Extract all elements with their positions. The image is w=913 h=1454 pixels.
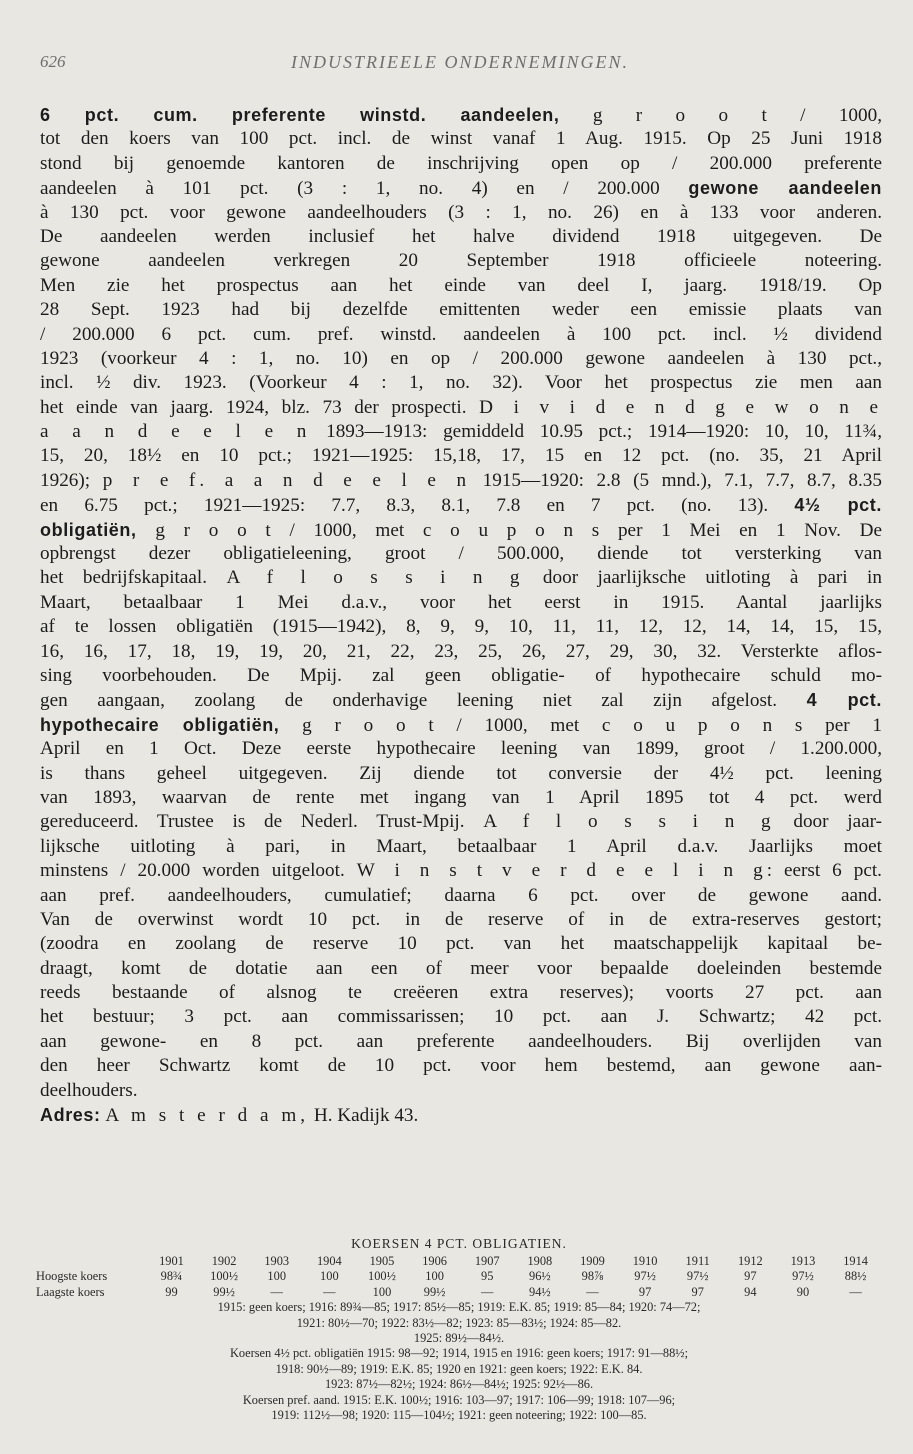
text-segment: gen aangaan, zoolang de onderhavige leening niet zal zijn afgelost. [40, 690, 807, 712]
text-line [40, 591, 882, 615]
text-segment: het einde van jaarg. 1924, blz. 73 der prospecti. [40, 396, 480, 418]
text-segment: H. Kadijk 43. [309, 1105, 419, 1127]
text-line [40, 298, 882, 322]
text-segment: 1893—1913: gemiddeld 10.95 pct.; 1914—1920: 10, 10, 11¾, [310, 421, 882, 443]
text-line [40, 274, 882, 298]
text-line [40, 1005, 882, 1029]
text-segment: De aandeelen werden inclusief het halve dividend 1918 uitgegeven. De [40, 225, 882, 247]
table-cell: — [323, 1284, 336, 1299]
text-line [40, 249, 882, 273]
text-segment: en 6.75 pct.; 1921—1925: 7.7, 8.3, 8.1, 7.8 en 7 pct. (no. 13). [40, 495, 795, 517]
text-line [40, 1054, 882, 1078]
text-segment: gereduceerd. Trustee is de Nederl. Trust-Mpij. [40, 811, 484, 833]
table-cell: 96½ [529, 1269, 551, 1284]
year-header: 1908 [527, 1254, 553, 1268]
text-line [40, 176, 882, 200]
text-segment: April en 1 Oct. Deze eerste hypothecaire leening van 1899, groot / 1.200.000, [40, 738, 882, 760]
year-header: 1912 [737, 1254, 763, 1268]
spaced-text: p r e f. a a n d e e l e n [102, 469, 471, 491]
koersen-obligatien-line: 1918: 90½—89; 1919: E.K. 85; 1920 en 1921: geen koers; 1922: E.K. 84. [275, 1361, 643, 1376]
text-segment: 15, 20, 18½ en 10 pct.; 1921—1925: 15,18, 17, 15 en 12 pct. (no. 35, 21 April [40, 445, 882, 467]
text-segment: Maart, betaalbaar 1 Mei d.a.v., voor het eerst in 1915. Aantal jaarlijks [40, 591, 882, 613]
table-cell: 97 [744, 1269, 757, 1284]
table-cell: 100 [267, 1269, 287, 1284]
text-line [40, 664, 882, 688]
years-row [36, 1254, 882, 1269]
bold-heading: hypothecaire obligatiën, [40, 714, 280, 735]
table-row [36, 1269, 882, 1284]
text-segment: tot den koers van 100 pct. incl. de winst vanaf 1 Aug. 1915. Op 25 Juni 1918 [40, 128, 882, 150]
table-cell: 100 [320, 1269, 339, 1284]
text-segment: stond bij genoemde kantoren de inschrijving open op / 200.000 preferente [40, 152, 882, 174]
text-segment: deelhouders. [40, 1079, 138, 1101]
text-segment: het bedrijfskapitaal. [40, 567, 227, 589]
text-line [40, 152, 882, 176]
table-corner [36, 1254, 145, 1269]
text-line [40, 103, 882, 127]
table-cell: 94½ [529, 1284, 551, 1299]
year-header: 1905 [369, 1254, 395, 1268]
year-header: 1903 [264, 1254, 290, 1268]
text-line [40, 518, 882, 542]
koersen-pref-line: 1919: 112½—98; 1920: 115—104½; 1921: geen noteering; 1922: 100—85. [271, 1407, 647, 1422]
text-segment: 16, 16, 17, 18, 19, 19, 20, 21, 22, 23, 25, 26, 27, 29, 30, 32. Versterkte aflos- [40, 640, 882, 662]
text-segment: Men zie het prospectus aan het einde van deel I, jaarg. 1918/19. Op [40, 274, 882, 296]
text-line [40, 786, 882, 810]
text-segment: lijksche uitloting à pari, in Maart, betaalbaar 1 April d.a.v. Jaarlijks moet [40, 835, 882, 857]
text-segment: opbrengst dezer obligatieleening, groot / 500.000, diende tot versterking van [40, 543, 882, 565]
text-segment: aan pref. aandeelhouders, cumulatief; daarna 6 pct. over de gewone aand. [40, 884, 882, 906]
text-line [40, 737, 882, 761]
text-line [40, 1079, 882, 1103]
row-label: Laagste koers [36, 1284, 105, 1299]
text-segment: reeds bestaande of alsnog te creëeren extra reserves); voorts 27 pct. aan [40, 982, 882, 1004]
year-header: 1914 [843, 1254, 868, 1268]
text-line [40, 371, 882, 395]
text-segment: af te lossen obligatiën (1915—1942), 8, 9, 9, 10, 11, 11, 12, 12, 14, 14, 15, 15, [40, 616, 882, 638]
bold-heading: 4 pct. [806, 690, 882, 711]
text-line [40, 713, 882, 737]
table-cell: 99½ [213, 1284, 235, 1299]
koersen-table [36, 1236, 882, 1423]
bold-heading: 4½ pct. [794, 495, 882, 516]
text-line [40, 347, 882, 371]
spaced-text: a a n d e e l e n [40, 421, 311, 443]
table-cell: 98¾ [160, 1269, 183, 1284]
text-segment: minstens / 20.000 worden uitgeloot. [40, 860, 357, 882]
year-header: 1911 [685, 1254, 710, 1268]
text-segment: sing voorbehouden. De Mpij. zal geen obligatie- of hypothecaire schuld mo- [40, 664, 882, 686]
spaced-text: A f l o s s i n g [483, 811, 775, 833]
spaced-text: A m s t e r d a m, [105, 1105, 310, 1127]
text-segment: den heer Schwartz komt de 10 pct. voor hem bestemd, aan gewone aan- [40, 1055, 882, 1077]
text-line [40, 201, 882, 225]
koersen-obligatien-line: Koersen 4½ pct. obligatiën 1915: 98—92; 1914, 1915 en 1916: geen koers; 1917: 91—88½; [229, 1346, 689, 1361]
text-segment: g r o o t / 1000, [559, 105, 882, 126]
text-line [40, 469, 882, 493]
koersen-pref-line: Koersen pref. aand. 1915: E.K. 100½; 1916: 103—97; 1917: 106—99; 1918: 107—96; [242, 1392, 676, 1407]
table-cell: 90 [796, 1284, 810, 1299]
year-header: 1904 [316, 1254, 342, 1268]
row-label: Hoogste koers [36, 1269, 108, 1284]
text-segment: draagt, komt de dotatie aan een of meer voor bepaalde doeleinden bestemde [40, 957, 882, 979]
text-segment: aan gewone- en 8 pct. aan preferente aandeelhouders. Bij overlijden van [40, 1030, 882, 1052]
bold-heading: 6 pct. cum. preferente winstd. aandeelen, [40, 105, 560, 125]
koersen-note: 1915: geen koers; 1916: 89¾—85; 1917: 85½—85; 1919: E.K. 85; 1919: 85—84; 1920: 74—72; [217, 1300, 701, 1315]
year-header: 1907 [474, 1254, 500, 1268]
bold-heading: obligatiën, [40, 519, 137, 540]
table-cell: 97 [691, 1284, 704, 1299]
year-header: 1906 [422, 1254, 447, 1268]
text-line [40, 420, 882, 444]
text-segment: / 200.000 6 pct. cum. pref. winstd. aandeelen à 100 pct. incl. ½ dividend [40, 323, 882, 345]
text-segment: (zoodra en zoolang de reserve 10 pct. van het maatschappelijk kapitaal be- [40, 933, 882, 955]
text-segment: 1923 (voorkeur 4 : 1, no. 10) en op / 200.000 gewone aandeelen à 130 pct., [40, 347, 882, 369]
spaced-text: A f l o s s i n g [226, 567, 524, 589]
table-cell: 97 [638, 1284, 652, 1299]
text-line [40, 225, 882, 249]
text-segment: à 130 pct. voor gewone aandeelhouders (3 : 1, no. 26) en à 133 voor anderen. [40, 201, 882, 223]
body-text [40, 103, 882, 1127]
text-line [40, 640, 882, 664]
text-line [40, 1103, 882, 1127]
koersen-note: 1921: 80½—70; 1922: 83½—82; 1923: 85—83½; 1924: 85—82. [296, 1315, 622, 1330]
text-segment: aandeelen à 101 pct. (3 : 1, no. 4) en / 200.000 [40, 178, 689, 200]
text-line [40, 932, 882, 956]
text-segment: van 1893, waarvan de rente met ingang van 1 April 1895 tot 4 pct. werd [40, 786, 882, 808]
text-line [40, 444, 882, 468]
table-cell: 100½ [210, 1269, 239, 1284]
text-segment: g r o o t / 1000, met c o u p o n s per 1 [279, 714, 882, 736]
text-line [40, 762, 882, 786]
table-row [36, 1285, 882, 1300]
text-segment: 28 Sept. 1923 had bij dezelfde emittenten weder een emissie plaats van [40, 299, 882, 321]
table-cell: 100 [425, 1269, 444, 1284]
text-segment: 1915—1920: 2.8 (5 mnd.), 7.1, 7.7, 8.7, 8.35 [470, 469, 882, 491]
page-number: 626 [40, 52, 66, 71]
bold-heading: gewone aandeelen [688, 178, 882, 199]
text-line [40, 859, 882, 883]
text-line [40, 957, 882, 981]
table-cell: — [849, 1284, 862, 1299]
text-line [40, 396, 882, 420]
table-cell: 95 [481, 1269, 494, 1284]
text-line [40, 908, 882, 932]
table-cell: 94 [744, 1284, 757, 1299]
text-segment: 1926); [40, 469, 103, 491]
text-line [40, 835, 882, 859]
text-line [40, 542, 882, 566]
text-segment: het bestuur; 3 pct. aan commissarissen; 10 pct. aan J. Schwartz; 42 pct. [40, 1006, 882, 1028]
koersen-note: 1925: 89½—84½. [413, 1330, 505, 1345]
table-cell: 97½ [792, 1269, 814, 1284]
text-segment: gewone aandeelen verkregen 20 September 1918 officieele noteering. [40, 250, 882, 272]
text-segment: : eerst 6 pct. [766, 860, 882, 882]
table-cell: 97½ [686, 1269, 709, 1284]
table-cell: 98⅞ [581, 1269, 604, 1284]
table-cell: 99½ [423, 1284, 446, 1299]
running-head: INDUSTRIEELE ONDERNEMINGEN. [291, 52, 629, 72]
year-header: 1913 [790, 1254, 816, 1268]
text-line [40, 323, 882, 347]
text-line [40, 566, 882, 590]
text-line [40, 493, 882, 517]
text-line [40, 615, 882, 639]
table-cell: 88½ [844, 1269, 867, 1284]
koersen-title: KOERSEN 4 PCT. OBLIGATIEN. [351, 1236, 567, 1251]
spaced-text: W i n s t v e r d e e l i n g [356, 860, 767, 882]
table-cell: 99 [165, 1284, 178, 1299]
table-cell: 97½ [634, 1269, 656, 1284]
year-header: 1901 [159, 1254, 184, 1268]
text-line [40, 1030, 882, 1054]
text-line [40, 127, 882, 151]
table-cell: — [481, 1284, 494, 1299]
spaced-text: D i v i d e n d g e w o n e [479, 396, 882, 418]
year-header: 1910 [632, 1254, 658, 1268]
text-segment: door jaarlijksche uitloting à pari in [523, 567, 882, 589]
table-cell: — [270, 1284, 283, 1299]
table-cell: 100 [372, 1284, 392, 1299]
table-cell: — [586, 1284, 599, 1299]
text-segment: door jaar- [774, 811, 882, 833]
text-segment: Van de overwinst wordt 10 pct. in de reserve of in de extra-reserves gestort; [40, 908, 882, 930]
text-segment: is thans geheel uitgegeven. Zij diende tot conversie der 4½ pct. leening [40, 762, 882, 784]
text-segment: g r o o t / 1000, met c o u p o n s per 1 Mei en 1 Nov. De [136, 519, 882, 541]
text-line [40, 688, 882, 712]
bold-heading: Adres: [40, 1105, 101, 1126]
text-line [40, 884, 882, 908]
text-line [40, 810, 882, 834]
text-segment: incl. ½ div. 1923. (Voorkeur 4 : 1, no. 32). Voor het prospectus zie men aan [40, 372, 882, 394]
year-header: 1902 [211, 1254, 237, 1268]
text-line [40, 981, 882, 1005]
page-header [40, 52, 880, 86]
year-header: 1909 [580, 1254, 605, 1268]
table-cell: 100½ [368, 1269, 396, 1284]
koersen-obligatien-line: 1923: 87½—82½; 1924: 86½—84½; 1925: 92½—86. [324, 1377, 594, 1392]
